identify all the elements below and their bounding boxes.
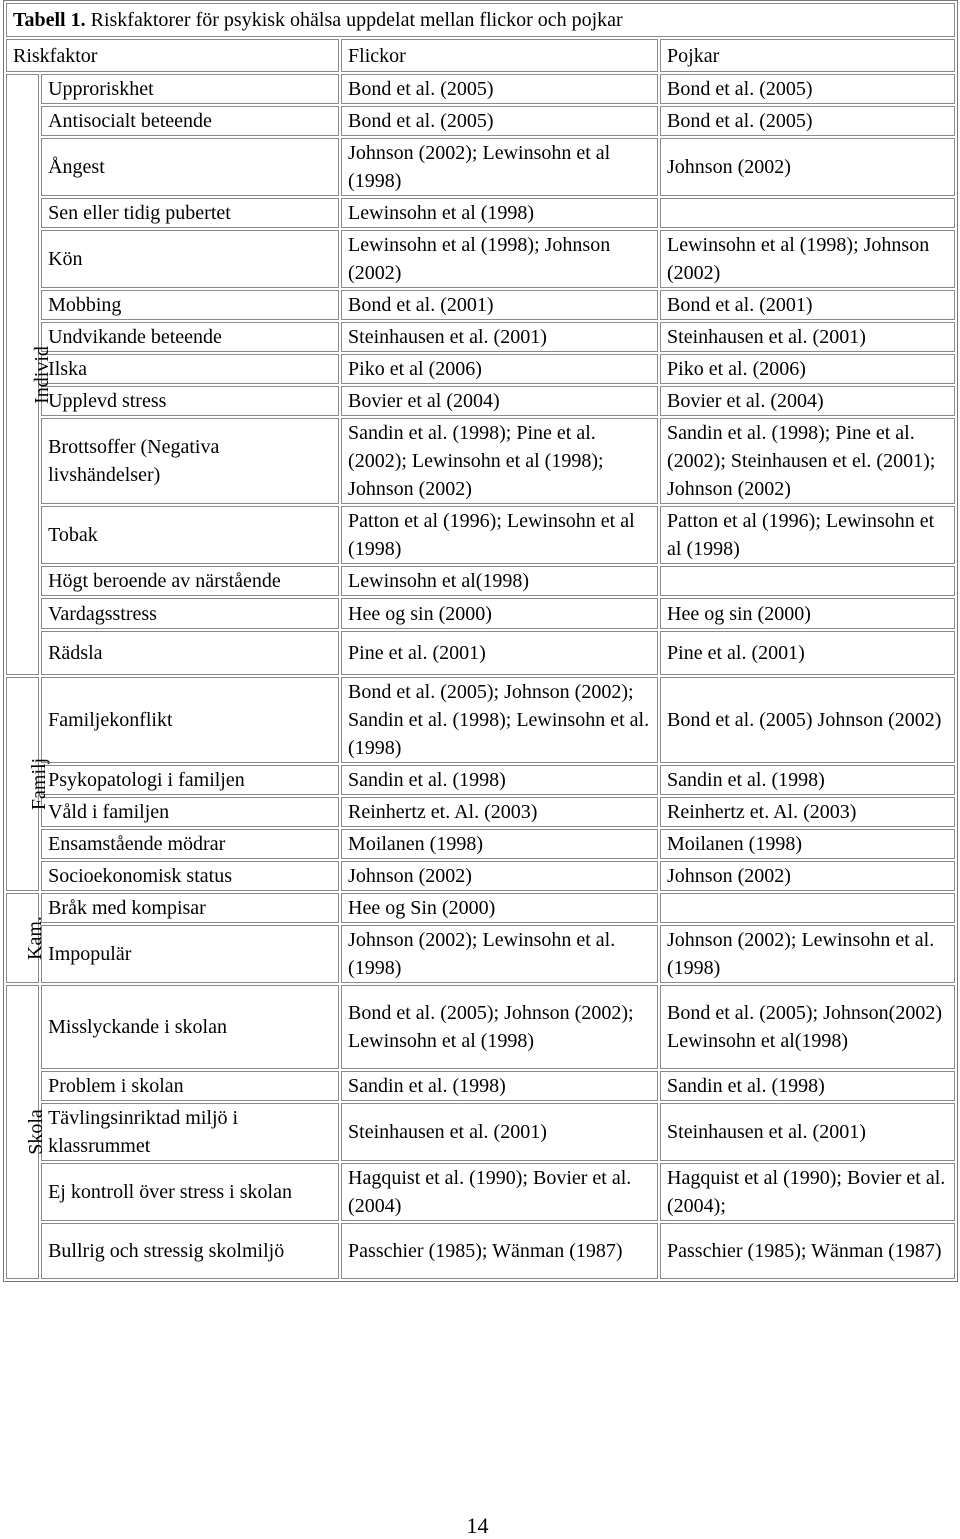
table-row [6,506,955,564]
flickor-cell: Hee og Sin (2000) [341,893,658,923]
table-row [6,677,955,763]
table-row [6,230,955,288]
factor-cell: Antisocialt beteende [41,106,339,136]
pojkar-cell [660,893,955,923]
factor-cell: Undvikande beteende [41,322,339,352]
factor-cell: Socioekonomisk status [41,861,339,891]
pojkar-cell: Bond et al. (2001) [660,290,955,320]
flickor-cell: Bond et al. (2005); Johnson (2002); Sandin et al. (1998); Lewinsohn et al. (1998) [341,677,658,763]
flickor-cell: Lewinsohn et al (1998) [341,198,658,228]
pojkar-cell [660,198,955,228]
factor-cell: Impopulär [41,925,339,983]
group-label-familj: Familj [6,677,39,891]
table-row [6,1223,955,1279]
flickor-cell: Steinhausen et al. (2001) [341,1103,658,1161]
table-row [6,386,955,416]
pojkar-cell: Moilanen (1998) [660,829,955,859]
pojkar-cell: Steinhausen et al. (2001) [660,1103,955,1161]
pojkar-cell: Bond et al. (2005); Johnson(2002) Lewinsohn et al(1998) [660,985,955,1069]
flickor-cell: Sandin et al. (1998) [341,1071,658,1101]
flickor-cell: Bond et al. (2005); Johnson (2002); Lewinsohn et al (1998) [341,985,658,1069]
pojkar-cell: Bond et al. (2005) Johnson (2002) [660,677,955,763]
table-row [6,861,955,891]
table-row [6,138,955,196]
table-row [6,631,955,675]
table-row [6,829,955,859]
flickor-cell: Lewinsohn et al (1998); Johnson (2002) [341,230,658,288]
risk-factor-table [3,0,958,1282]
pojkar-cell: Bond et al. (2005) [660,74,955,104]
pojkar-cell: Piko et al. (2006) [660,354,955,384]
pojkar-cell: Sandin et al. (1998); Pine et al. (2002); Steinhausen et el. (2001); Johnson (2002) [660,418,955,504]
table-row [6,418,955,504]
header-flickor: Flickor [341,39,658,72]
flickor-cell: Passchier (1985); Wänman (1987) [341,1223,658,1279]
caption-text: Riskfaktorer för psykisk ohälsa uppdelat mellan flickor och pojkar [90,9,623,31]
flickor-cell: Bond et al. (2001) [341,290,658,320]
table-row [6,765,955,795]
factor-cell: Brottsoffer (Negativa livshändelser) [41,418,339,504]
table-row [6,74,955,104]
pojkar-cell: Bovier et al. (2004) [660,386,955,416]
factor-cell: Tävlingsinriktad miljö i klassrummet [41,1103,339,1161]
pojkar-cell: Reinhertz et. Al. (2003) [660,797,955,827]
pojkar-cell: Steinhausen et al. (2001) [660,322,955,352]
flickor-cell: Sandin et al. (1998); Pine et al. (2002); Lewinsohn et al (1998); Johnson (2002) [341,418,658,504]
flickor-cell: Hagquist et al. (1990); Bovier et al. (2004) [341,1163,658,1221]
factor-cell: Ej kontroll över stress i skolan [41,1163,339,1221]
flickor-cell: Johnson (2002) [341,861,658,891]
header-riskfaktor: Riskfaktor [6,39,339,72]
factor-cell: Rädsla [41,631,339,675]
factor-cell: Problem i skolan [41,1071,339,1101]
factor-cell: Bråk med kompisar [41,893,339,923]
pojkar-cell: Bond et al. (2005) [660,106,955,136]
pojkar-cell: Patton et al (1996); Lewinsohn et al (1998) [660,506,955,564]
factor-cell: Tobak [41,506,339,564]
factor-cell: Kön [41,230,339,288]
table-row [6,797,955,827]
factor-cell: Sen eller tidig pubertet [41,198,339,228]
page-number: 14 [466,1513,489,1538]
flickor-cell: Pine et al. (2001) [341,631,658,675]
factor-cell: Ensamstående mödrar [41,829,339,859]
flickor-cell: Bovier et al (2004) [341,386,658,416]
pojkar-cell: Johnson (2002) [660,861,955,891]
table-row [6,925,955,983]
table-row [6,1163,955,1221]
table-row [6,290,955,320]
table-row [6,354,955,384]
flickor-cell: Lewinsohn et al(1998) [341,566,658,596]
pojkar-cell: Johnson (2002) [660,138,955,196]
flickor-cell: Bond et al. (2005) [341,74,658,104]
group-label-skola: Skola [6,985,39,1279]
flickor-cell: Reinhertz et. Al. (2003) [341,797,658,827]
flickor-cell: Sandin et al. (1998) [341,765,658,795]
factor-cell: Upproriskhet [41,74,339,104]
flickor-cell: Hee og sin (2000) [341,598,658,629]
table-row [6,566,955,596]
factor-cell: Mobbing [41,290,339,320]
caption-row [6,3,955,37]
factor-cell: Psykopatologi i familjen [41,765,339,795]
factor-cell: Högt beroende av närstående [41,566,339,596]
header-pojkar: Pojkar [660,39,955,72]
pojkar-cell: Pine et al. (2001) [660,631,955,675]
pojkar-cell: Passchier (1985); Wänman (1987) [660,1223,955,1279]
pojkar-cell: Sandin et al. (1998) [660,765,955,795]
factor-cell: Vardagsstress [41,598,339,629]
flickor-cell: Moilanen (1998) [341,829,658,859]
pojkar-cell: Johnson (2002); Lewinsohn et al. (1998) [660,925,955,983]
factor-cell: Ilska [41,354,339,384]
table-row [6,893,955,923]
flickor-cell: Piko et al (2006) [341,354,658,384]
factor-cell: Misslyckande i skolan [41,985,339,1069]
flickor-cell: Johnson (2002); Lewinsohn et al (1998) [341,138,658,196]
flickor-cell: Johnson (2002); Lewinsohn et al. (1998) [341,925,658,983]
table-row [6,322,955,352]
group-label-kam: Kam. [6,893,39,983]
factor-cell: Bullrig och stressig skolmiljö [41,1223,339,1279]
table-row [6,1103,955,1161]
pojkar-cell: Hagquist et al (1990); Bovier et al. (2004); [660,1163,955,1221]
table-caption [6,3,955,37]
pojkar-cell: Hee og sin (2000) [660,598,955,629]
table-row [6,106,955,136]
table-row [6,985,955,1069]
table-row [6,1071,955,1101]
factor-cell: Upplevd stress [41,386,339,416]
factor-cell: Familjekonflikt [41,677,339,763]
factor-cell: Våld i familjen [41,797,339,827]
flickor-cell: Bond et al. (2005) [341,106,658,136]
pojkar-cell: Lewinsohn et al (1998); Johnson (2002) [660,230,955,288]
pojkar-cell [660,566,955,596]
document-page [3,0,958,1282]
header-row [6,39,955,72]
group-label-individ: Individ [6,74,39,675]
pojkar-cell: Sandin et al. (1998) [660,1071,955,1101]
flickor-cell: Steinhausen et al. (2001) [341,322,658,352]
caption-label: Tabell 1. [13,9,86,31]
flickor-cell: Patton et al (1996); Lewinsohn et al (1998) [341,506,658,564]
factor-cell: Ångest [41,138,339,196]
table-row [6,598,955,629]
table-row [6,198,955,228]
